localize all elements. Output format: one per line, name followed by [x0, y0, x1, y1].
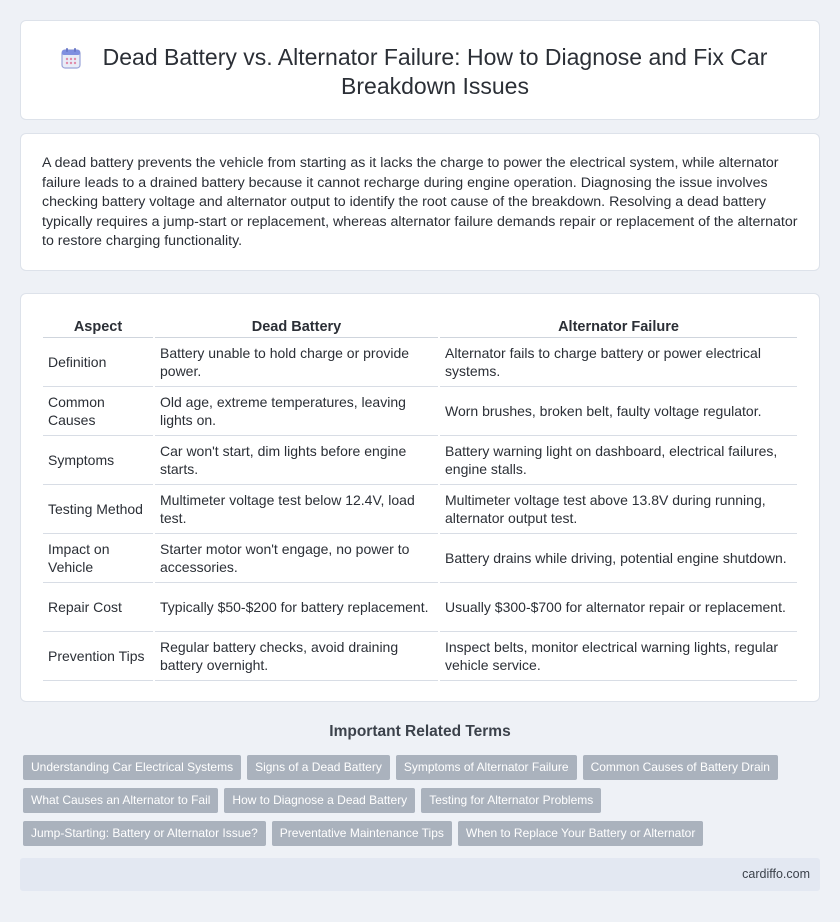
- related-term-tag[interactable]: Preventative Maintenance Tips: [272, 821, 452, 846]
- related-term-tag[interactable]: Jump-Starting: Battery or Alternator Issue?: [23, 821, 266, 846]
- tag-row: [23, 821, 823, 846]
- row-alternator-failure: Inspect belts, monitor electrical warning lights, regular vehicle service.: [440, 632, 797, 681]
- row-dead-battery: Typically $50-$200 for battery replacement.: [155, 583, 438, 632]
- row-alternator-failure: Multimeter voltage test above 13.8V during running, alternator output test.: [440, 485, 797, 534]
- table-row: [43, 632, 797, 681]
- table-row: [43, 436, 797, 485]
- intro-card: [20, 133, 820, 271]
- row-alternator-failure: Battery drains while driving, potential engine shutdown.: [440, 534, 797, 583]
- row-dead-battery: Battery unable to hold charge or provide power.: [155, 338, 438, 387]
- row-aspect: Prevention Tips: [43, 632, 153, 681]
- row-alternator-failure: Battery warning light on dashboard, electrical failures, engine stalls.: [440, 436, 797, 485]
- footer: [20, 858, 820, 891]
- related-terms-title: Important Related Terms: [329, 723, 511, 740]
- row-dead-battery: Car won't start, dim lights before engine starts.: [155, 436, 438, 485]
- row-aspect: Repair Cost: [43, 583, 153, 632]
- footer-site-link[interactable]: cardiffo.com: [742, 867, 810, 881]
- header-aspect: Aspect: [43, 316, 153, 338]
- related-term-tag[interactable]: Signs of a Dead Battery: [247, 755, 390, 780]
- related-term-tag[interactable]: How to Diagnose a Dead Battery: [224, 788, 415, 813]
- table-row: [43, 485, 797, 534]
- row-dead-battery: Old age, extreme temperatures, leaving lights on.: [155, 387, 438, 436]
- comparison-table: [41, 316, 799, 681]
- header-dead-battery: Dead Battery: [155, 316, 438, 338]
- related-term-tag[interactable]: Understanding Car Electrical Systems: [23, 755, 241, 780]
- tag-row: [23, 755, 823, 780]
- row-aspect: Definition: [43, 338, 153, 387]
- related-terms-list: [23, 755, 823, 854]
- header-alternator-failure: Alternator Failure: [440, 316, 797, 338]
- related-term-tag[interactable]: Common Causes of Battery Drain: [583, 755, 778, 780]
- row-alternator-failure: Alternator fails to charge battery or power electrical systems.: [440, 338, 797, 387]
- row-aspect: Testing Method: [43, 485, 153, 534]
- row-dead-battery: Multimeter voltage test below 12.4V, load test.: [155, 485, 438, 534]
- row-aspect: Symptoms: [43, 436, 153, 485]
- comparison-card: [20, 293, 820, 702]
- table-row: [43, 534, 797, 583]
- related-term-tag[interactable]: Symptoms of Alternator Failure: [396, 755, 577, 780]
- row-alternator-failure: Worn brushes, broken belt, faulty voltage regulator.: [440, 387, 797, 436]
- row-alternator-failure: Usually $300-$700 for alternator repair or replacement.: [440, 583, 797, 632]
- related-term-tag[interactable]: When to Replace Your Battery or Alternator: [458, 821, 703, 846]
- row-aspect: Impact on Vehicle: [43, 534, 153, 583]
- row-dead-battery: Starter motor won't engage, no power to accessories.: [155, 534, 438, 583]
- related-term-tag[interactable]: Testing for Alternator Problems: [421, 788, 601, 813]
- row-dead-battery: Regular battery checks, avoid draining battery overnight.: [155, 632, 438, 681]
- page-title: Dead Battery vs. Alternator Failure: How to Diagnose and Fix Car Breakdown Issues: [102, 44, 768, 99]
- table-row: [43, 338, 797, 387]
- table-row: [43, 387, 797, 436]
- related-term-tag[interactable]: What Causes an Alternator to Fail: [23, 788, 218, 813]
- tag-row: [23, 788, 823, 813]
- title-card: [20, 20, 820, 120]
- intro-paragraph: A dead battery prevents the vehicle from starting as it lacks the charge to power the electrical system, while alternator failure leads to a drained battery because it cannot recharge during engine operation. Diagnosing the issue involves checking battery voltage and alternator output to identify the root cause of the breakdown. Resolving a dead battery typically requires a jump-start or replacement, whereas alternator failure demands repair or replacement of the alternator to restore charging functionality.: [42, 155, 798, 250]
- table-header-row: [43, 316, 797, 338]
- table-row: [43, 583, 797, 632]
- row-aspect: Common Causes: [43, 387, 153, 436]
